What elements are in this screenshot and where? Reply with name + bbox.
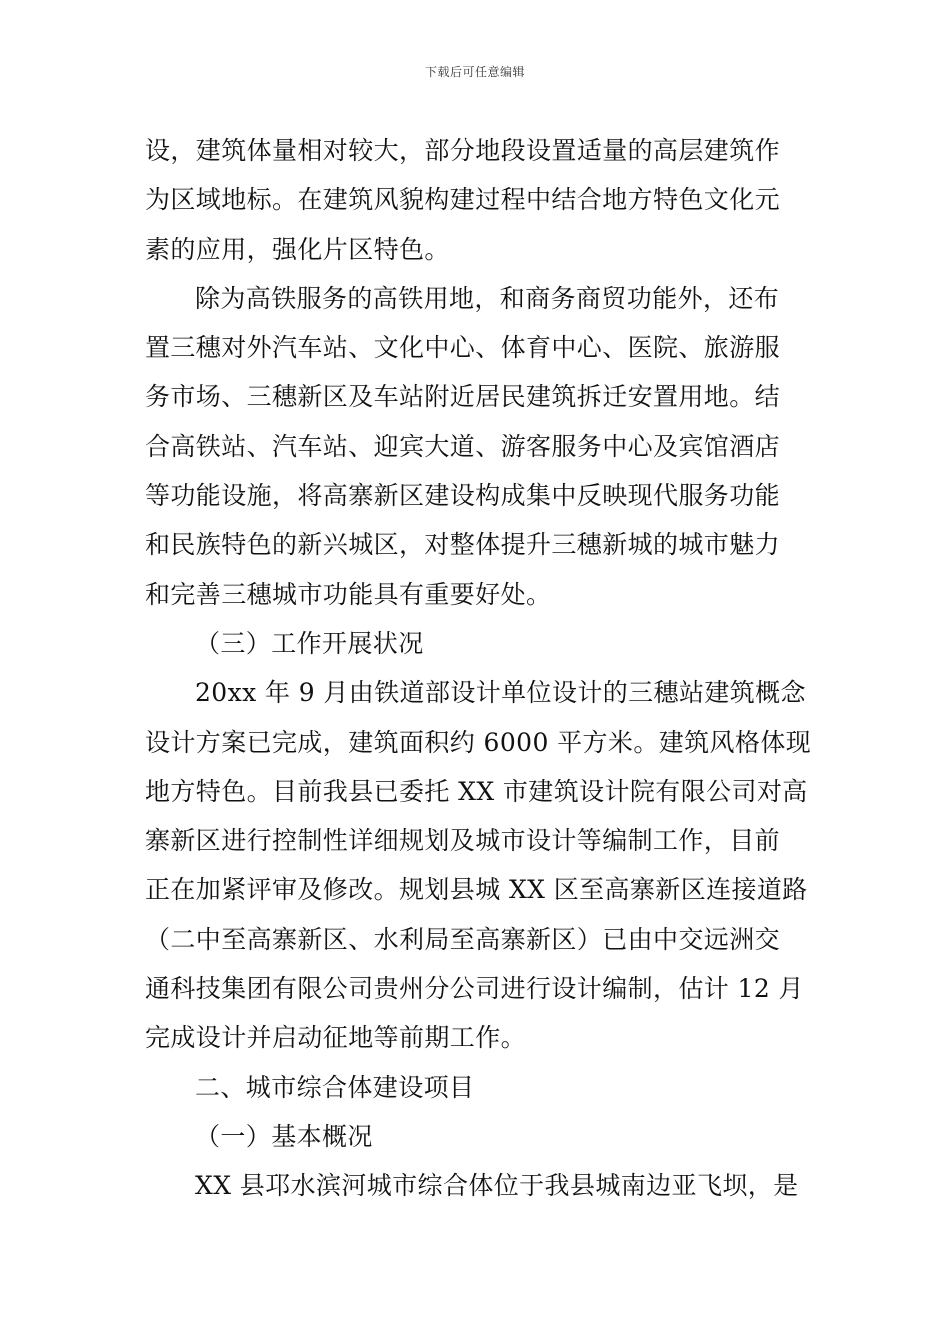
text-line: 设计方案已完成，建筑面积约 6000 平方米。建筑风格体现 — [145, 727, 812, 757]
section-heading: 二、城市综合体建设项目 — [195, 1072, 475, 1102]
text-line: XX 县邛水滨河城市综合体位于我县城南边亚飞坝，是 — [195, 1171, 799, 1201]
text-line: 20xx 年 9 月由铁道部设计单位设计的三穗站建筑概念 — [195, 678, 806, 708]
text-line: 置三穗对外汽车站、文化中心、体育中心、医院、旅游服 — [145, 333, 781, 363]
text-line: 完成设计并启动征地等前期工作。 — [145, 1023, 527, 1053]
text-line: 素的应用，强化片区特色。 — [145, 234, 450, 264]
page-header: 下载后可任意编辑 — [424, 65, 525, 79]
text-line: 务市场、三穗新区及车站附近居民建筑拆迁安置用地。结 — [145, 382, 781, 412]
text-line: 合高铁站、汽车站、迎宾大道、游客服务中心及宾馆酒店 — [145, 431, 781, 461]
text-line: 和完善三穗城市功能具有重要好处。 — [145, 579, 552, 609]
text-line: 寨新区进行控制性详细规划及城市设计等编制工作，目前 — [145, 826, 781, 856]
text-line: 和民族特色的新兴城区，对整体提升三穗新城的城市魅力 — [145, 530, 781, 560]
text-line: 除为高铁服务的高铁用地，和商务商贸功能外，还布 — [195, 283, 780, 313]
text-line: 设，建筑体量相对较大，部分地段设置适量的高层建筑作 — [145, 136, 781, 165]
text-line: 通科技集团有限公司贵州分公司进行设计编制，估计 12 月 — [145, 974, 804, 1004]
text-line: 地方特色。目前我县已委托 XX 市建筑设计院有限公司对高 — [145, 776, 808, 806]
section-heading: （一）基本概况 — [195, 1121, 373, 1151]
text-line: 正在加紧评审及修改。规划县城 XX 区至高寨新区连接道路 — [145, 875, 808, 905]
document-body — [145, 126, 812, 1211]
text-line: （二中至高寨新区、水利局至高寨新区）已由中交远洲交 — [145, 924, 781, 954]
text-line: 为区域地标。在建筑风貌构建过程中结合地方特色文化元 — [145, 185, 781, 215]
text-line: 等功能设施，将高寨新区建设构成集中反映现代服务功能 — [145, 481, 781, 511]
section-heading: （三）工作开展状况 — [195, 628, 424, 658]
